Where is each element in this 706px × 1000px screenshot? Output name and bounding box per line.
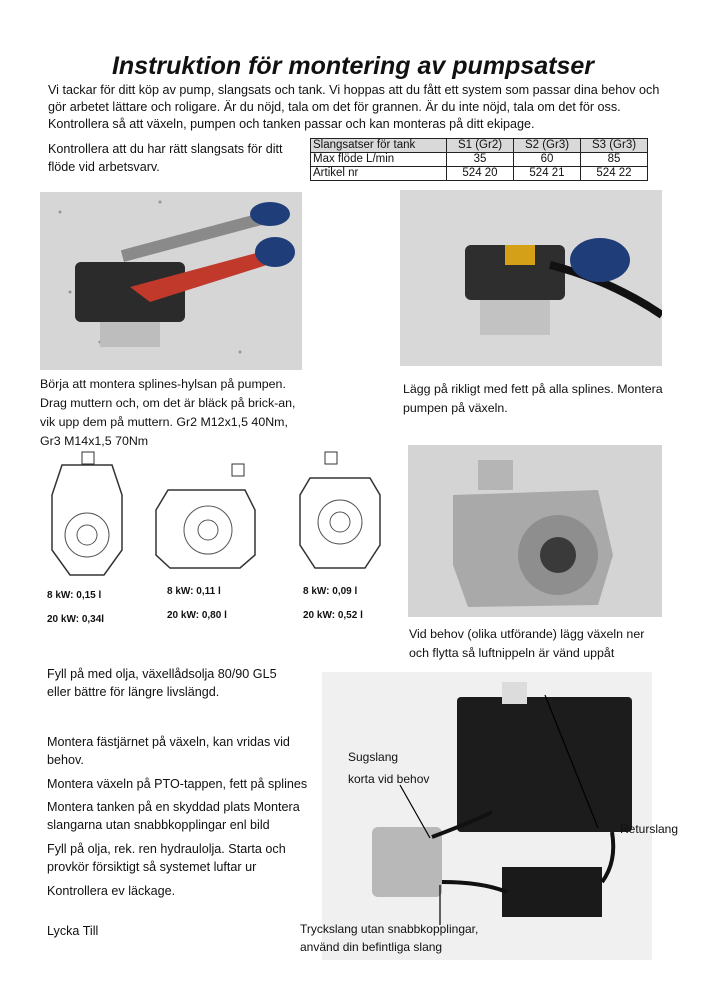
callout-returslang: Returslang [620, 822, 679, 836]
step2-text: Lägg på rikligt med fett på alla splines. Montera pumpen på växeln. [403, 382, 663, 415]
callout-korta: korta vid behov [348, 772, 430, 786]
step3-text: Vid behov (olika utförande) lägg växeln ner och flytta så luftnippeln är vänd uppåt [409, 627, 645, 660]
table-cell: Max flöde L/min [311, 153, 447, 167]
table-cell: 524 20 [447, 167, 514, 181]
table-cell: Artikel nr [311, 167, 447, 181]
diagram1-8kw: 8 kW: 0,15 l [47, 590, 102, 601]
table-cell: 524 22 [581, 167, 648, 181]
table-header: S3 (Gr3) [581, 139, 648, 153]
diagram3-8kw: 8 kW: 0,09 l [303, 586, 358, 597]
page-title: Instruktion för montering av pumpsatser [111, 52, 594, 80]
callout-tryck-2: använd din befintliga slang [300, 940, 443, 954]
table-header: S2 (Gr3) [514, 139, 581, 153]
diagram3-20kw: 20 kW: 0,52 l [303, 610, 363, 621]
table-cell: 85 [581, 153, 648, 167]
intro-text: Vi tackar för ditt köp av pump, slangsats och tank. Vi hoppas att du fått ett system som passar dina behov och gör arbetet lättare och roligare. Är du nöjd, tala om det för grannen. Är du inte nöjd, tala om det för oss. Kontrollera så att växeln, pumpen och tanken passar och kan monteras på ditt ekipage. [48, 83, 660, 131]
instruction-3: Montera tanken på en skyddad plats Montera slangarna utan snabbkopplingar enl bild [47, 800, 300, 832]
table-cell: 524 21 [514, 167, 581, 181]
table-cell: 60 [514, 153, 581, 167]
table-cell: 35 [447, 153, 514, 167]
diagram2-8kw: 8 kW: 0,11 l [167, 586, 221, 597]
callout-sugslang: Sugslang [348, 750, 399, 764]
oil-text: Fyll på med olja, växellådsolja 80/90 GL5 eller bättre för längre livslängd. [47, 667, 277, 699]
instruction-2: Montera växeln på PTO-tappen, fett på splines [47, 777, 308, 791]
instruction-1: Montera fästjärnet på växeln, kan vridas vid behov. [47, 735, 290, 767]
table-header: Slangsatser för tank [311, 139, 447, 153]
farewell-text: Lycka Till [47, 924, 99, 938]
table-header: S1 (Gr2) [447, 139, 514, 153]
check-hose-text: Kontrollera att du har rätt slangsats för ditt flöde vid arbetsvarv. [48, 142, 283, 174]
instruction-5: Kontrollera ev läckage. [47, 884, 176, 898]
diagram1-20kw: 20 kW: 0,34l [47, 614, 105, 625]
instruction-4: Fyll på olja, rek. ren hydraulolja. Starta och provkör försiktigt så systemet luftar ur [47, 842, 286, 874]
diagram2-20kw: 20 kW: 0,80 l [167, 610, 227, 621]
callout-tryck-1: Tryckslang utan snabbkopplingar, [300, 922, 479, 936]
step1-text: Börja att montera splines-hylsan på pumpen. Drag muttern och, om det är bläck på brick-an, vik upp dem på muttern. Gr2 M12x1,5 40Nm, Gr3 M14x1,5 70Nm [40, 377, 296, 448]
